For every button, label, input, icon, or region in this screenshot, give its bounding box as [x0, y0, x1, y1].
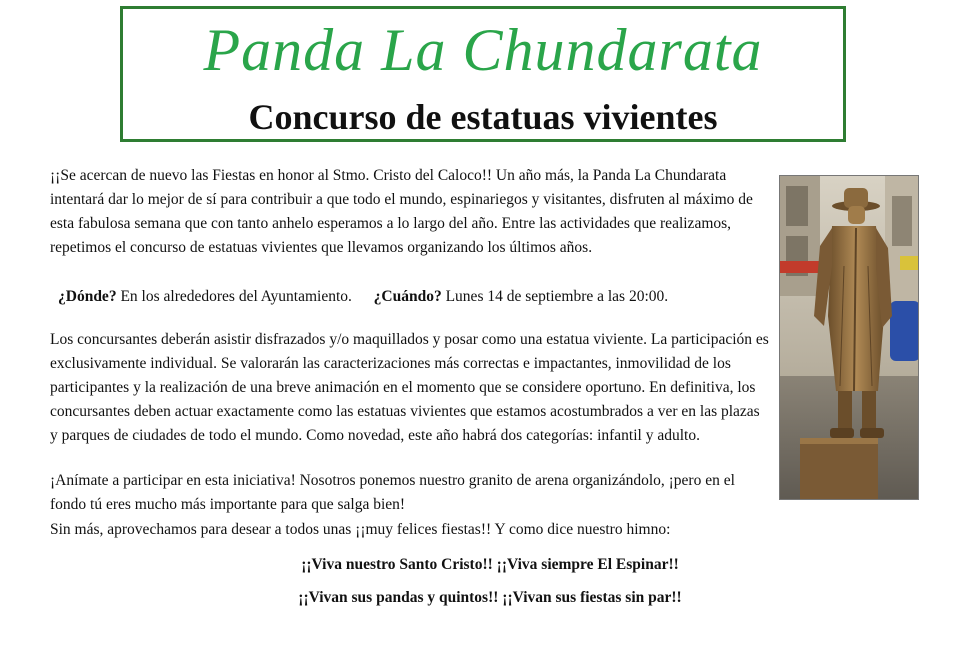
living-statue-photo	[779, 175, 919, 500]
header-box	[120, 6, 846, 142]
where-when-line	[58, 285, 668, 309]
where-label: ¿Dónde?	[58, 288, 117, 305]
page-subtitle: Concurso de estatuas vivientes	[248, 97, 718, 137]
when-label: ¿Cuándo?	[373, 288, 442, 305]
slogan-line-2: ¡¡Vivan sus pandas y quintos!! ¡¡Vivan sus fiestas sin par!!	[298, 589, 682, 606]
rules-paragraph: Los concursantes deberán asistir disfrazados y/o maquillados y posar como una estatua viviente. La participación es exclusivamente individual. Se valorarán las caracterizaciones más correctas e impactantes, inmovilidad de los participantes y la realización de una breve animación en el momento que se considere oportuno. En definitiva, los concursantes deben actuar exactamente como las estatuas vivientes que estamos acostumbrados a ver en las plazas y parques de ciudades de todo el mundo. Como novedad, este año habrá dos categorías: infantil y adulto.	[50, 331, 769, 444]
closing-paragraph: Sin más, aprovechamos para desear a todos unas ¡¡muy felices fiestas!! Y como dice nuestro himno:	[50, 521, 671, 538]
intro-paragraph: ¡¡Se acercan de nuevo las Fiestas en honor al Stmo. Cristo del Caloco!! Un año más, la Panda La Chundarata intentará dar lo mejor de sí para contribuir a que todo el mundo, espinariegos y visitantes, disfruten al máximo de esta fabulosa semana que con tanto anhelo esperamos a lo largo del año. Entre las actividades que realizamos, repetimos el concurso de estatuas vivientes que llevamos organizando los últimos años.	[50, 167, 753, 256]
page-title: Panda La Chundarata	[203, 17, 763, 83]
where-value: En los alrededores del Ayuntamiento.	[120, 288, 352, 305]
when-value: Lunes 14 de septiembre a las 20:00.	[445, 288, 669, 305]
animate-paragraph: ¡Anímate a participar en esta iniciativa! Nosotros ponemos nuestro granito de arena organizándolo, ¡pero en el fondo tú eres mucho más importante para que salga bien!	[50, 472, 735, 513]
slogan-line-1: ¡¡Viva nuestro Santo Cristo!! ¡¡Viva siempre El Espinar!!	[301, 556, 679, 573]
